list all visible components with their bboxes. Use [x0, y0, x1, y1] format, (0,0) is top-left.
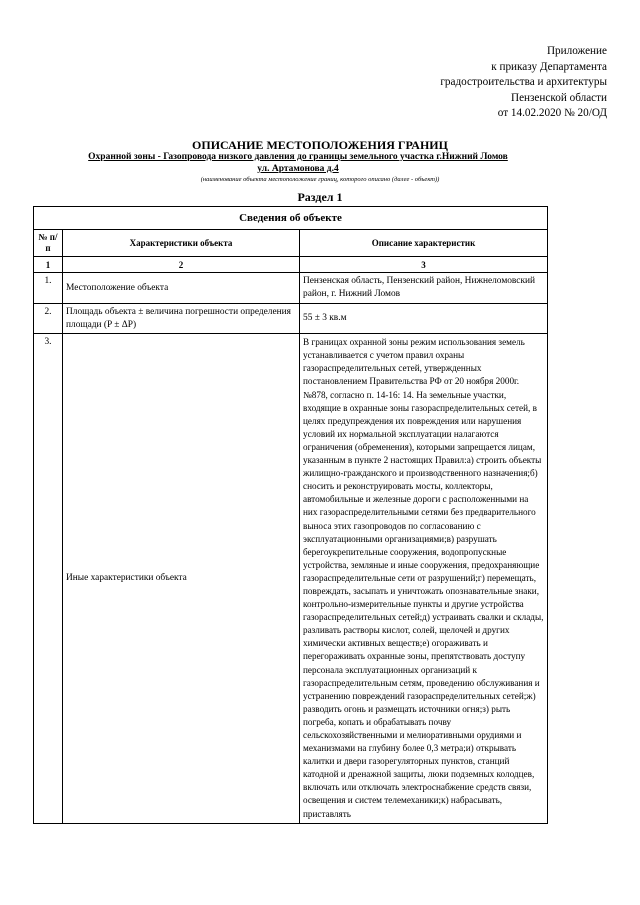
index-cell: 3: [300, 257, 548, 273]
appendix-line: от 14.02.2020 № 20/ОД: [497, 107, 607, 120]
section-title: Раздел 1: [297, 190, 343, 204]
object-note: (наименование объекта местоположение границ, которого описано (далее - объект)): [200, 176, 440, 183]
appendix-line: Приложение: [546, 45, 607, 57]
row-characteristic: Иные характеристики объекта: [63, 334, 300, 823]
row-description: 55 ± 3 кв.м: [300, 304, 548, 334]
column-header-number: № п/п: [34, 230, 63, 257]
row-number: 1.: [34, 273, 63, 304]
appendix-block: [440, 44, 607, 122]
object-name: [38, 152, 558, 175]
object-name-line: Охранной зоны - Газопровода низкого давления до границы земельного участка г.Нижний Ломов: [88, 152, 508, 162]
row-characteristic: Площадь объекта ± величина погрешности определения площади (P ± ΔP): [63, 304, 300, 334]
index-cell: 2: [63, 257, 300, 273]
object-info-table: [33, 206, 548, 824]
table-section-header: Сведения об объекте: [34, 207, 548, 230]
row-number: 2.: [34, 304, 63, 334]
document-title: ОПИСАНИЕ МЕСТОПОЛОЖЕНИЯ ГРАНИЦ: [192, 138, 448, 152]
column-header-characteristic: Характеристики объекта: [63, 230, 300, 257]
row-description: В границах охранной зоны режим использования земель устанавливается с учетом правил охраны газораспределительных сетей, утвержденных постановлением Правительства РФ от 20 ноября 2000г. №878, согласно п. 14-16: 14. На земельные участки, входящие в охранные зоны газораспределительных сетей, в целях предупреждения их повреждения или нарушения условий их нормальной эксплуатации налагаются ограничения (обременения), которыми запрещается лицам, указанным в пункте 2 настоящих Правил:а) строить объекты жилищно-гражданского и производственного назначения;б) сносить и реконструировать мосты, коллекторы, автомобильные и железные дороги с расположенными на них газораспределительными сетями без предварительного выноса этих газопроводов по согласованию с эксплуатационными организациями;в) разрушать берегоукрепительные сооружения, водопропускные устройства, земляные и иные сооружения, предохраняющие газораспределительные сети от разрушений;г) перемещать, повреждать, засыпать и уничтожать опознавательные знаки, контрольно-измерительные пункты и другие устройства газораспределительных сетей;д) устраивать свалки и склады, разливать растворы кислот, солей, щелочей и других химически активных веществ;е) огораживать и перегораживать охранные зоны, препятствовать доступу персонала эксплуатационных организаций к газораспределительным сетям, проведению обслуживания и устранению повреждений газораспределительных сетей;ж) разводить огонь и размещать источники огня;з) рыть погреба, копать и обрабатывать почву сельскохозяйственными и мелиоративными орудиями и механизмами на глубину более 0,3 метра;и) открывать калитки и двери газорегуляторных пунктов, станций катодной и дренажной защиты, люки подземных колодцев, включать или отключать электроснабжение средств связи, освещения и систем телемеханики;к) набрасывать, приставлять: [300, 334, 548, 823]
row-description: Пензенская область, Пензенский район, Нижнеломовский район, г. Нижний Ломов: [300, 273, 548, 304]
index-cell: 1: [34, 257, 63, 273]
appendix-line: градостроительства и архитектуры: [440, 76, 607, 89]
appendix-line: Пензенской области: [510, 91, 607, 104]
column-header-description: Описание характеристик: [300, 230, 548, 257]
row-number: 3.: [34, 334, 63, 823]
appendix-line: к приказу Департамента: [491, 60, 607, 73]
object-name-line: ул. Артамонова д.4: [257, 163, 339, 174]
table-row: [34, 304, 548, 334]
row-characteristic: Местоположение объекта: [63, 273, 300, 304]
table-row: [34, 334, 548, 823]
table-row: [34, 273, 548, 304]
